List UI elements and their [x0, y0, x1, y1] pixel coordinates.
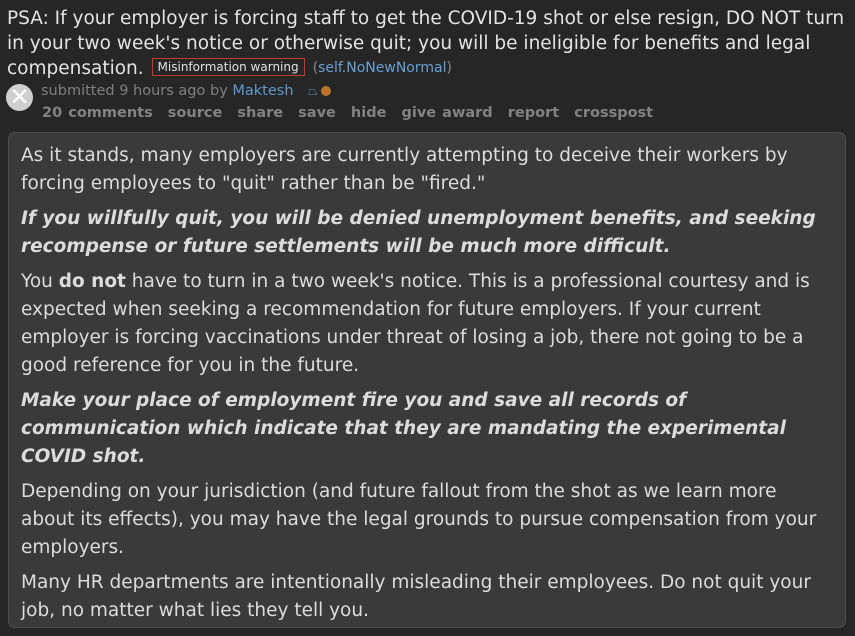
save-button[interactable]: save: [298, 105, 336, 121]
hide-button[interactable]: hide: [350, 105, 387, 121]
body-paragraph-1: As it stands, many employers are currently attempting to deceive their workers by forcing employees to "quit" rather than be "fired.": [21, 145, 788, 194]
p3-after: have to turn in a two week's notice. This is a professional courtesy and is expected when seeking a recommendation for future employers. If your current employer is forcing vaccinations under threat of losing a job, there not going to be a good reference for you in the future.: [21, 271, 810, 376]
body-paragraph-2: If you willfully quit, you will be denied unemployment benefits, and seeking recompense or future settlements will be much more difficult.: [21, 208, 816, 257]
comments-link[interactable]: 20 comments: [42, 105, 153, 121]
post-tagline: [41, 82, 331, 100]
p3-bold: do not: [58, 271, 126, 292]
domain-close-paren: ): [446, 60, 452, 76]
domain-link[interactable]: self.NoNewNormal: [318, 60, 447, 76]
report-button[interactable]: report: [507, 105, 560, 121]
tagline-submitted: submitted 9 hours ago by: [41, 83, 228, 99]
body-paragraph-5: Depending on your jurisdiction (and future fallout from the shot as we learn more about its effects), you may have the legal grounds to pursue compensation from your employers.: [21, 481, 817, 558]
post-body: [8, 132, 846, 628]
award-icon: [321, 86, 331, 96]
post-title[interactable]: [7, 6, 849, 81]
body-paragraph-3: [21, 268, 833, 380]
domain-open-paren: (: [312, 60, 319, 76]
body-paragraph-6: Many HR departments are intentionally misleading their employees. Do not quit your job, no matter what lies they tell you.: [21, 572, 811, 621]
post-title-text[interactable]: PSA: If your employer is forcing staff to get the COVID-19 shot or else resign, DO NOT turn in your two week's notice or otherwise quit; you will be ineligible for benefits and legal compensation.: [7, 8, 845, 79]
tag-icon: ⏢: [308, 84, 318, 98]
crosspost-button[interactable]: crosspost: [574, 105, 654, 121]
body-paragraph-4: Make your place of employment fire you and save all records of communication which indicate that they are mandating the experimental COVID shot.: [21, 390, 786, 467]
share-button[interactable]: share: [237, 105, 284, 121]
misinformation-flair: Misinformation warning: [152, 58, 305, 76]
author-link[interactable]: Maktesh: [232, 83, 294, 99]
p3-before: You: [21, 271, 59, 292]
give-award-button[interactable]: give award: [401, 105, 493, 121]
post-action-buttons: [42, 104, 662, 122]
post-domain: [313, 60, 452, 76]
source-button[interactable]: source: [167, 105, 223, 121]
close-x-icon[interactable]: ✕: [6, 84, 33, 111]
